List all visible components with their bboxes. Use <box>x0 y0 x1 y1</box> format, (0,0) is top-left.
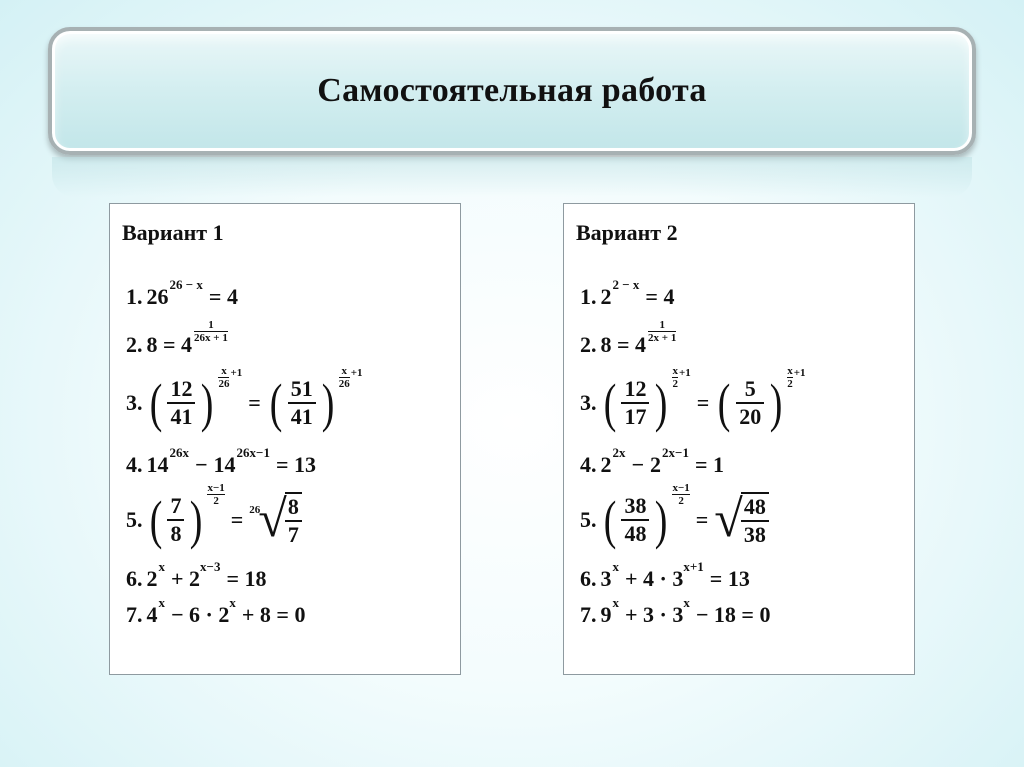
v2-problem-2: 2. 8 = 4 $\frac{1}{2x + 1}$ <box>580 318 677 357</box>
v1-problem-5: 5. ( $\frac{7}{8}$ ) $\frac{x-1}{2}$ = 26 √ $\frac{8}{7}$ <box>126 492 305 548</box>
variant-1-heading: Вариант 1 <box>122 220 224 245</box>
title-banner <box>48 27 976 155</box>
radical: √ $\frac{48}{38}$ <box>714 492 772 548</box>
v1-problem-2: 2. 8 = 4 $\frac{1}{26x + 1}$ <box>126 318 228 357</box>
radical: 26 √ $\frac{8}{7}$ <box>249 492 305 548</box>
v2-problem-6: 6. 3 x + 4 · 3 x+1 = 13 <box>580 559 750 591</box>
v1-problem-7: 7. 4 x − 6 · 2 x + 8 = 0 <box>126 595 306 627</box>
v1-problem-4: 4. 14 26x − 14 26x−1 = 13 <box>126 445 317 477</box>
v1-problem-3: 3. ( $\frac{12}{41}$ ) $\frac{x}{26}$ +1 = ( $\frac{51}{41}$ ) $\frac{x}{26}$ +1 <box>126 364 363 433</box>
v1-problem-6: 6. 2 x + 2 x−3 = 18 <box>126 559 267 591</box>
variant-1-card <box>109 203 461 675</box>
variant-2-card <box>563 203 915 675</box>
v2-problem-5: 5. ( $\frac{38}{48}$ ) $\frac{x-1}{2}$ = √ $\frac{48}{38}$ <box>580 492 772 548</box>
title-reflection <box>52 157 972 197</box>
variant-2-heading: Вариант 2 <box>576 220 678 245</box>
v2-problem-7: 7. 9 x + 3 · 3 x − 18 = 0 <box>580 595 771 627</box>
v2-problem-3: 3. ( $\frac{12}{17}$ ) $\frac{x}{2}$ +1 = ( $\frac{5}{20}$ ) $\frac{x}{2}$ +1 <box>580 364 806 433</box>
v2-problem-4: 4. 2 2x − 2 2x−1 = 1 <box>580 445 725 477</box>
v2-problem-1: 1. 2 2 − x = 4 <box>580 277 675 309</box>
slide-title: Самостоятельная работа <box>317 72 707 109</box>
v1-problem-1: 1. 26 26 − x = 4 <box>126 277 238 309</box>
